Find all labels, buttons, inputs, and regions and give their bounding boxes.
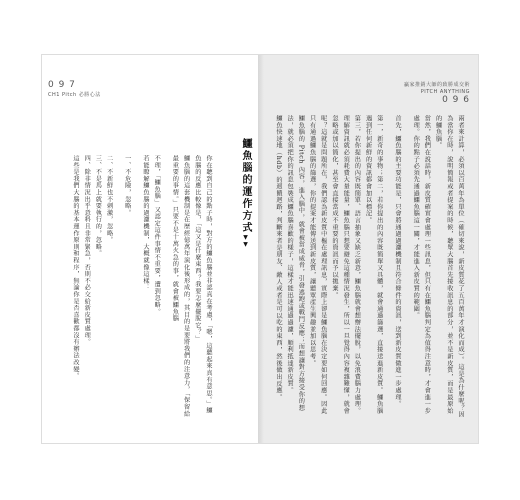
right-running-head-sub: PITCH ANYTHING: [420, 89, 470, 95]
section-title: [238, 138, 252, 248]
left-page-number: 0 9 7: [48, 80, 76, 90]
right-paragraph: 呢？這就是問題所在，我們認為新皮質中樞在處理訊息，實際上卻是鱷魚腦在決定要如何回應。因此只有通過鱷魚腦的篩選，你的提案才能傳送到新皮質，讓聽眾產生興趣並加以思考。: [308, 115, 327, 415]
left-list-item: 二、不新鮮也不刺激，忽略。: [105, 155, 113, 244]
right-paragraph: 第三，若你提出的內容既簡單、語言抽象又缺乏新意，鱷魚腦就會想辦法擺脫，以免浪費腦力處理。: [353, 115, 361, 415]
book-spread: [42, 55, 478, 443]
section-arrow-icon: ▼▼: [242, 234, 249, 248]
right-folio: [404, 80, 470, 105]
right-paragraph: 當然，我們在說話時，新皮質確實會處理一些訊息，但只有在鱷魚腦判定為值得注意時，才會進一步處理。你的點子必須先通過鱷魚腦這一關，才能進入新皮質的範圍。: [412, 115, 431, 415]
left-paragraph: 你在聽到自己的點子時，對方的鱷魚腦並非認真在考慮，「嗯，這聽起來真有意思。」鱷魚腦的反應比較像是，「這又是什麼東西？我要怎麼擺脫它？」: [193, 155, 212, 414]
left-paragraph: 若能瞭解鱷魚腦的過濾機制，大概就像這樣：: [141, 155, 149, 291]
page-gutter-shadow: [258, 55, 264, 443]
right-paragraph: 鱷魚腦的 Pitch 內容，進入腦中，就會被當成威脅，引發逃跑或戰鬥反應；而想讓對方接受你的想法，就必須把你的訊息包裝成鱷魚腦喜歡的樣子，這樣才能迅速通過過濾，順利抵達新皮質。: [286, 115, 305, 412]
left-list-item: 一、不危險，忽略。: [123, 155, 131, 217]
right-paragraph: 第一，新奇的事物；第二，若你提出的內容既簡單又具體，就會通過篩選，直接送進新皮質。鱷魚腦遇到任何新鮮的資訊都會加以標記。: [364, 115, 383, 415]
right-body-text: [270, 115, 466, 420]
section-title-text: 鱷魚腦的運作方式: [240, 138, 251, 234]
right-page-number: 0 9 6: [442, 95, 470, 105]
right-paragraph: 鱷魚快速地（hdb）的迴饋迴路，判斷來者是朋友、敵人或者是可以吃的東西，然後做出反應。: [274, 115, 282, 401]
left-page: [42, 55, 258, 443]
left-body-text: [54, 155, 214, 420]
right-paragraph: 理解資訊就必須耗費大量能量，鱷魚腦只想要避免這種情況發生，所以一旦覺得內容複雜難懂，就會忽略或加以簡化，甚至會直接當成不重要的資訊而予以拋棄。: [330, 115, 350, 415]
right-page: [258, 55, 478, 443]
right-paragraph: 兩者來計算，必須以百萬年為單位（確切來說，新皮質花了五百萬年才演化而成）。這是為什麼呢？因為當你在時，說明簡報或者提案的時候，聽眾大腦首先接收訊息的部分，並不是新皮質，而是最原始的鱷魚腦。: [434, 115, 464, 418]
left-paragraph: 鱷魚腦的這套機制是在歷經億萬年演化後形成的，其目的是要將我們的注意力，「保留給最重要的事情。」只要不是十萬火急的事，就會被鱷魚腦: [171, 155, 190, 418]
left-folio: [48, 80, 101, 98]
left-list-item: 四、除非情況出乎意料且非常緊急，否則不必交給新皮質處理。: [83, 155, 91, 346]
right-paragraph: 首先，鱷魚腦的主要功能是，只會將通過過濾機制且符合條件的資訊，送到新皮質做進一步處理。: [393, 115, 401, 408]
right-running-head: 贏家推銷大師的致勝成交術: [403, 82, 470, 88]
left-paragraph: 這些是我們大腦的基本運作原則和程序，無論你是否喜歡都沒有辦法改變。: [71, 155, 79, 380]
left-paragraph: 不理，「鱷魚腦」又認定這件事情不重要，遭到忽略。: [153, 155, 161, 316]
left-running-head: CH1 Pitch 必勝心法: [48, 92, 101, 98]
left-list-item: 三、不是馬上就要執行的，忽略。: [94, 155, 102, 257]
